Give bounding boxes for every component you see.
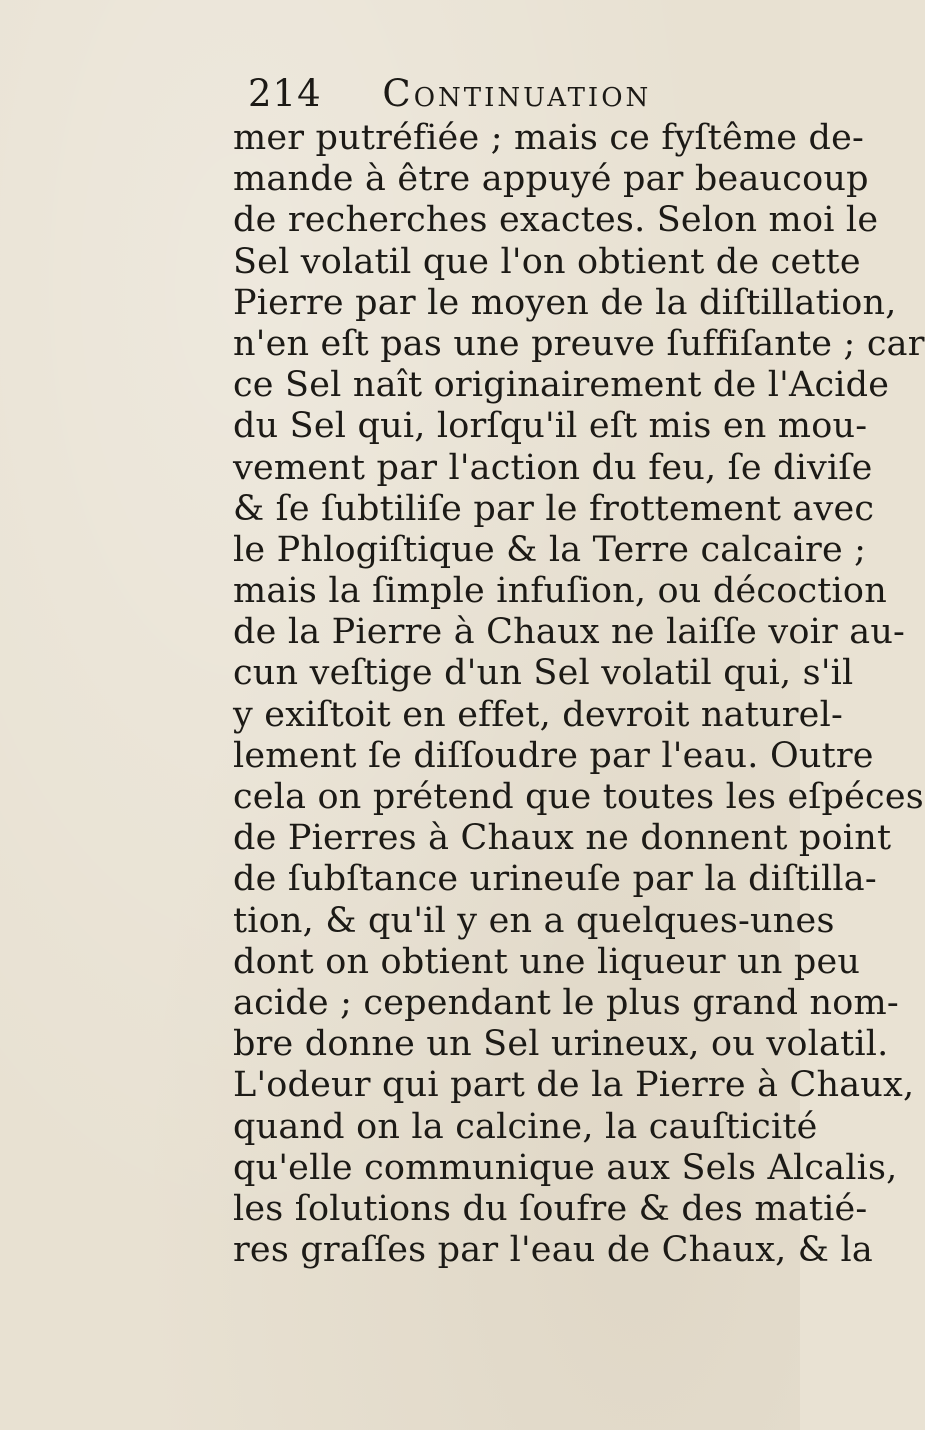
text-line: les ſolutions du ſoufre & des matié- bbox=[233, 1188, 868, 1229]
text-line: acide ; cependant le plus grand nom- bbox=[233, 982, 899, 1023]
text-line: le Phlogiſtique & la Terre calcaire ; bbox=[233, 529, 867, 570]
text-line: n'en eſt pas une preuve ſuffiſante ; car bbox=[233, 323, 925, 364]
text-line: tion, & qu'il y en a quelques-unes bbox=[233, 900, 835, 941]
text-line: lement ſe diſſoudre par l'eau. Outre bbox=[233, 735, 874, 776]
text-line: & ſe ſubtiliſe par le frottement avec bbox=[233, 488, 875, 529]
text-line: res graſſes par l'eau de Chaux, & la bbox=[233, 1230, 873, 1271]
text-line: dont on obtient une liqueur un peu bbox=[233, 941, 861, 982]
text-line: Sel volatil que l'on obtient de cette bbox=[233, 241, 861, 282]
text-line: quand on la calcine, la cauſticité bbox=[233, 1106, 818, 1147]
text-line: du Sel qui, lorſqu'il eſt mis en mou- bbox=[233, 406, 868, 447]
text-line: bre donne un Sel urineux, ou volatil. bbox=[233, 1024, 889, 1065]
text-line: de ſubſtance urineuſe par la diſtilla- bbox=[233, 859, 877, 900]
text-line: Pierre par le moyen de la diſtillation, bbox=[233, 282, 897, 323]
text-line: ce Sel naît originairement de l'Acide bbox=[233, 365, 890, 406]
text-line: qu'elle communique aux Sels Alcalis, bbox=[233, 1147, 898, 1188]
text-line: mais la ſimple infuſion, ou décoction bbox=[233, 571, 887, 612]
text-line: vement par l'action du feu, ſe diviſe bbox=[233, 447, 873, 488]
text-line: de recherches exactes. Selon moi le bbox=[233, 200, 879, 241]
text-line: de la Pierre à Chaux ne laiſſe voir au- bbox=[233, 612, 906, 653]
page-header bbox=[248, 74, 651, 114]
body-text bbox=[233, 118, 925, 1271]
text-line: mer putréfiée ; mais ce fyſtême de- bbox=[233, 118, 865, 158]
text-line: cela on prétend que toutes les eſpéces bbox=[233, 777, 924, 817]
text-line: cun veſtige d'un Sel volatil qui, s'il bbox=[233, 653, 854, 694]
text-line: mande à être appuyé par beaucoup bbox=[233, 159, 869, 200]
text-line: L'odeur qui part de la Pierre à Chaux, bbox=[233, 1065, 915, 1106]
page-number: 214 bbox=[248, 72, 322, 115]
text-line: de Pierres à Chaux ne donnent point bbox=[233, 818, 892, 859]
running-title: Continuation bbox=[382, 72, 652, 115]
text-line: y exiſtoit en effet, devroit naturel- bbox=[233, 694, 844, 735]
